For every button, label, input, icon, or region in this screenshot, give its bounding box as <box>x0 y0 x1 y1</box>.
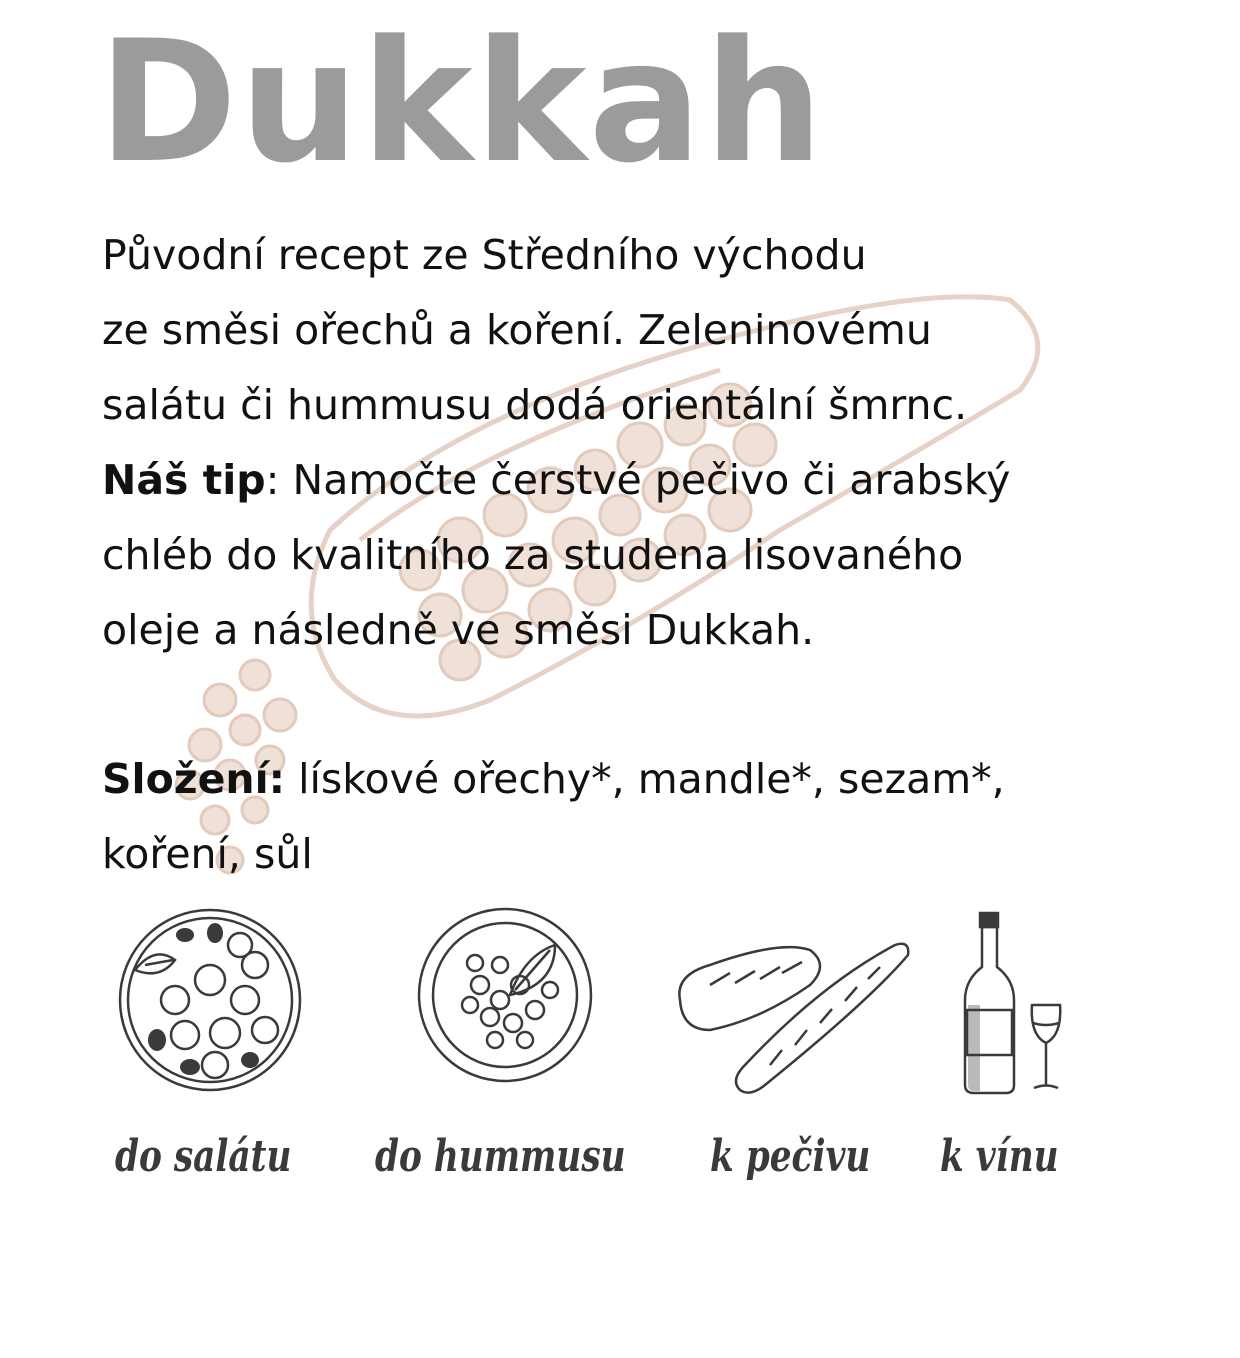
tip-line <box>102 443 1212 518</box>
bread-icon <box>670 905 920 1105</box>
hummus-plate-icon <box>415 905 595 1085</box>
description-line: ze směsi ořechů a koření. Zeleninovému <box>102 306 932 354</box>
description-line: Původní recept ze Středního východu <box>102 231 867 279</box>
tip-text: : Namočte čerstvé pečivo či arabský <box>265 456 1011 504</box>
usage-label: k pečivu <box>710 1131 871 1182</box>
ingredients-text: lískové ořechy*, mandle*, sezam*, <box>285 755 1005 803</box>
ingredients-line: koření, sůl <box>102 830 313 878</box>
tip-line: chléb do kvalitního za studena lisovaného <box>102 531 964 579</box>
wine-icon <box>950 905 1070 1095</box>
product-title: Dukkah <box>98 4 826 200</box>
tip-line: oleje a následně ve směsi Dukkah. <box>102 606 815 654</box>
usage-item-salad <box>100 905 340 1225</box>
ingredients <box>102 742 1212 892</box>
salad-plate-icon <box>115 905 305 1095</box>
usage-label: k vínu <box>940 1131 1059 1182</box>
description-line: salátu či hummusu dodá orientální šmrnc. <box>102 381 968 429</box>
product-description <box>102 218 1212 668</box>
ingredients-line <box>102 742 1212 817</box>
usage-label: do hummusu <box>375 1131 626 1182</box>
usage-item-bread <box>670 905 920 1225</box>
ingredients-label: Složení: <box>102 755 286 803</box>
usage-item-hummus <box>375 905 655 1225</box>
usage-suggestions <box>100 905 1100 1225</box>
usage-label: do salátu <box>115 1131 292 1182</box>
tip-label: Náš tip <box>102 456 266 504</box>
usage-item-wine <box>940 905 1100 1225</box>
